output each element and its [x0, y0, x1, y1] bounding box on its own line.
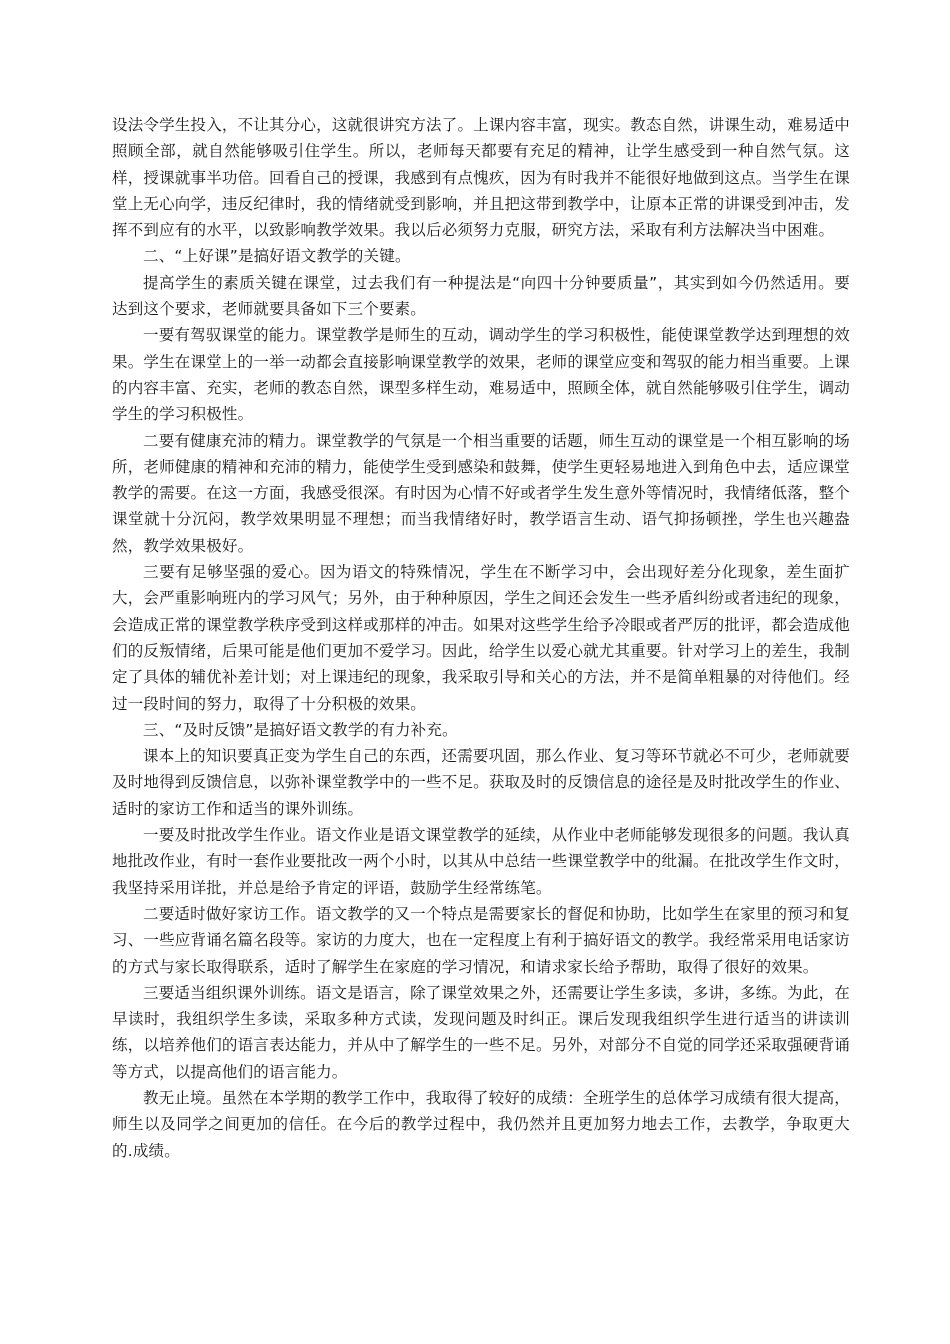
paragraph: 提高学生的素质关键在课堂，过去我们有一种提法是“向四十分钟要质量”，其实到如今仍然适用。要达到这个要求，老师就要具备如下三个要素。 [112, 273, 850, 319]
paragraph: 三要适当组织课外训练。语文是语言，除了课堂效果之外，还需要让学生多读，多讲，多练。为此，在早读时，我组织学生多读，采取多种方式读，发现问题及时纠正。课后发现我组织学生进行适当的讲读训练，以培养他们的语言表达能力，并从中了解学生的一些不足。另外，对部分不自觉的同学还采取强硬背诵等方式，以提高他们的语言能力。 [112, 983, 850, 1081]
paragraph: 一要有驾驭课堂的能力。课堂教学是师生的互动，调动学生的学习积极性，能使课堂教学达到理想的效果。学生在课堂上的一举一动都会直接影响课堂教学的效果，老师的课堂应变和驾驭的能力相当重要。上课的内容丰富、充实，老师的教态自然，课型多样生动，难易适中，照顾全体，就自然能够吸引住学生，调动学生的学习积极性。 [112, 326, 850, 424]
paragraph: 一要及时批改学生作业。语文作业是语文课堂教学的延续，从作业中老师能够发现很多的问题。我认真地批改作业，有时一套作业要批改一两个小时，以其从中总结一些课堂教学中的纰漏。在批改学生作文时，我坚持采用详批，并总是给予肯定的评语，鼓励学生经常练笔。 [112, 826, 850, 897]
paragraph-conclusion: 教无止境。虽然在本学期的教学工作中，我取得了较好的成绩：全班学生的总体学习成绩有很大提高，师生以及同学之间更加的信任。在今后的教学过程中，我仍然并且更加努力地去工作，去教学，争取更大的.成绩。 [112, 1088, 850, 1160]
document-body [112, 112, 850, 1164]
paragraph: 课本上的知识要真正变为学生自己的东西，还需要巩固，那么作业、复习等环节就必不可少，老师就要及时地得到反馈信息，以弥补课堂教学中的一些不足。获取及时的反馈信息的途径是及时批改学生的作业、适时的家访工作和适当的课外训练。 [112, 747, 850, 818]
paragraph: 二要有健康充沛的精力。课堂教学的气氛是一个相当重要的话题，师生互动的课堂是一个相互影响的场所，老师健康的精神和充沛的精力，能使学生受到感染和鼓舞，使学生更轻易地进入到角色中去，适应课堂教学的需要。在这一方面，我感受很深。有时因为心情不好或者学生发生意外等情况时，我情绪低落，整个课堂就十分沉闷，教学效果明显不理想；而当我情绪好时，教学语言生动、语气抑扬顿挫，学生也兴趣盎然，教学效果极好。 [112, 431, 850, 555]
section-heading-2: 二、“上好课”是搞好语文教学的关键。 [143, 247, 411, 266]
paragraph: 二要适时做好家访工作。语文教学的又一个特点是需要家长的督促和协助，比如学生在家里的预习和复习、一些应背诵名篇名段等。家访的力度大，也在一定程度上有利于搞好语文的教学。我经常采用电话家访的方式与家长取得联系，适时了解学生在家庭的学习情况，和请求家长给予帮助，取得了很好的效果。 [112, 904, 850, 976]
paragraph-continued-intro: 设法令学生投入，不让其分心，这就很讲究方法了。上课内容丰富，现实。教态自然，讲课生动，难易适中照顾全部，就自然能够吸引住学生。所以，老师每天都要有充足的精神，让学生感受到一种自然气氛。这样，授课就事半功倍。回看自己的授课，我感到有点愧疚，因为有时我并不能很好地做到这点。当学生在课堂上无心向学，违反纪律时，我的情绪就受到影响，并且把这带到教学中，让原本正常的讲课受到冲击，发挥不到应有的水平，以致影响教学效果。我以后必须努力克服，研究方法，采取有利方法解决当中困难。 [112, 116, 850, 240]
section-heading-3: 三、“及时反馈”是搞好语文教学的有力补充。 [143, 720, 458, 739]
paragraph: 三要有足够坚强的爱心。因为语文的特殊情况，学生在不断学习中，会出现好差分化现象，差生面扩大，会严重影响班内的学习风气；另外，由于种种原因，学生之间还会发生一些矛盾纠纷或者违纪的现象，会造成正常的课堂教学秩序受到这样或那样的冲击。如果对这些学生给予冷眼或者严厉的批评，都会造成他们的反叛情绪，后果可能是他们更加不爱学习。因此，给学生以爱心就尤其重要。针对学习上的差生，我制定了具体的辅优补差计划；对上课违纪的现象，我采取引导和关心的方法，并不是简单粗暴的对待他们。经过一段时间的努力，取得了十分积极的效果。 [112, 563, 850, 713]
